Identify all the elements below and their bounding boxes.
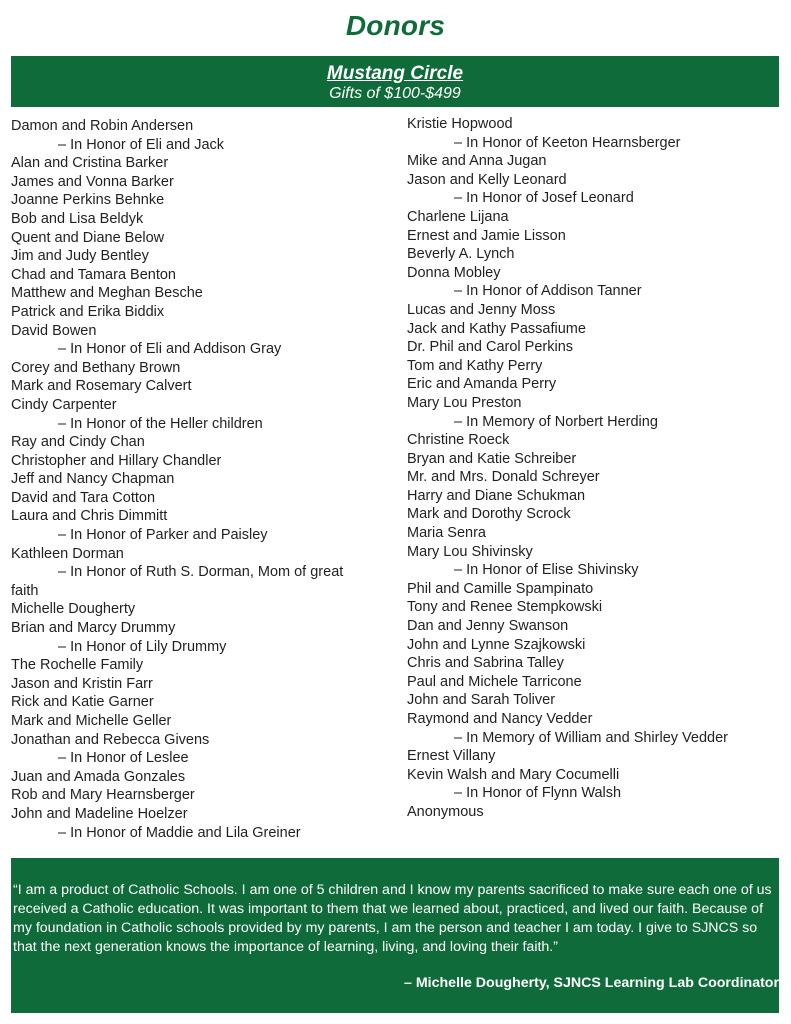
testimonial-box <box>11 858 779 1013</box>
donor-name: Brian and Marcy Drummy <box>11 620 176 637</box>
donor-name: Mr. and Mrs. Donald Schreyer <box>407 469 600 486</box>
testimonial-quote: “I am a product of Catholic Schools. I am one of 5 children and I know my parents sacrificed to make sure each one of us received a Catholic education. It was important to them that we learned about, practiced, and lived our faith. Because of my foundation in Catholic schools provided by my parents, I am the person and teacher I am today. I give to SJNCS so that the next generation knows the importance of learning, living, and loving their faith.” <box>13 882 772 955</box>
donor-name: Ernest and Jamie Lisson <box>407 227 566 244</box>
donor-name: Beverly A. Lynch <box>407 246 515 263</box>
donor-name: Rick and Katie Garner <box>11 694 154 711</box>
donor-dedication: – In Honor of Josef Leonard <box>454 190 634 207</box>
donor-name: Tony and Renee Stempkowski <box>407 599 603 616</box>
donor-name: Eric and Amanda Perry <box>407 376 557 393</box>
donor-name: Jason and Kristin Farr <box>11 675 153 692</box>
donor-name: John and Sarah Toliver <box>407 692 556 709</box>
donor-name: Cindy Carpenter <box>11 396 117 413</box>
donor-dedication: – In Honor of Ruth S. Dorman, Mom of great <box>58 564 344 581</box>
donor-dedication: – In Honor of Keeton Hearnsberger <box>454 134 681 151</box>
donor-name: Mark and Rosemary Calvert <box>11 378 192 395</box>
donor-name: Laura and Chris Dimmitt <box>11 508 168 525</box>
donor-dedication: – In Honor of Eli and Addison Gray <box>58 341 282 358</box>
donor-name: John and Madeline Hoelzer <box>11 805 188 822</box>
donor-name: Juan and Amada Gonzales <box>11 768 186 785</box>
donor-name: Mark and Dorothy Scrock <box>407 506 571 523</box>
donor-name: Paul and Michele Tarricone <box>407 673 582 690</box>
donor-name: Maria Senra <box>407 525 486 542</box>
donor-name: Kathleen Dorman <box>11 545 124 562</box>
donor-name: Jeff and Nancy Chapman <box>11 471 175 488</box>
donor-name: Mike and Anna Jugan <box>407 153 547 170</box>
donor-name: Donna Mobley <box>407 264 501 281</box>
donor-dedication: – In Memory of Norbert Herding <box>454 413 658 430</box>
donor-name: Alan and Cristina Barker <box>11 155 169 172</box>
donor-dedication: – In Honor of Lily Drummy <box>58 638 227 655</box>
donor-dedication-continued: faith <box>11 582 39 599</box>
donor-name: Damon and Robin Andersen <box>11 118 194 134</box>
donor-name: Mary Lou Shivinsky <box>407 543 533 560</box>
donor-name: Chris and Sabrina Talley <box>407 655 564 672</box>
donor-name: Joanne Perkins Behnke <box>11 192 165 209</box>
donor-name: Christopher and Hillary Chandler <box>11 452 222 469</box>
donor-name: Charlene Lijana <box>407 208 509 225</box>
donor-name: Bryan and Katie Schreiber <box>407 450 577 467</box>
donor-name: Quent and Diane Below <box>11 229 165 246</box>
donor-name: James and Vonna Barker <box>11 173 174 190</box>
page-title: Donors <box>345 10 446 41</box>
donor-name: Mark and Michelle Geller <box>11 713 172 729</box>
donor-name: Phil and Camille Spampinato <box>407 580 594 597</box>
donor-name: Kristie Hopwood <box>407 116 513 132</box>
donor-name: Kevin Walsh and Mary Cocumelli <box>407 766 620 783</box>
donor-name: David and Tara Cotton <box>11 489 156 506</box>
donor-name: Mary Lou Preston <box>407 394 522 411</box>
donor-name: Ray and Cindy Chan <box>11 434 145 451</box>
donor-name: Corey and Bethany Brown <box>11 359 181 376</box>
donor-dedication: – In Honor of Elise Shivinsky <box>454 562 639 579</box>
donor-name: Jim and Judy Bentley <box>11 248 149 265</box>
donor-name: Dr. Phil and Carol Perkins <box>407 339 574 356</box>
donor-name: Michelle Dougherty <box>11 601 136 618</box>
donor-name: John and Lynne Szajkowski <box>407 636 586 653</box>
mustang-circle-banner <box>11 56 779 107</box>
donor-name: Christine Roeck <box>407 432 510 449</box>
donor-name: Anonymous <box>407 803 484 820</box>
donor-name: Raymond and Nancy Vedder <box>407 711 593 727</box>
donor-dedication: – In Honor of the Heller children <box>58 415 263 432</box>
banner-subtitle: Gifts of $100-$499 <box>329 85 461 102</box>
donor-dedication: – In Honor of Eli and Jack <box>58 136 225 153</box>
donor-name: Rob and Mary Hearnsberger <box>11 787 195 804</box>
donor-name: Bob and Lisa Beldyk <box>11 210 144 227</box>
donor-name: Dan and Jenny Swanson <box>407 618 569 635</box>
donor-name: Tom and Kathy Perry <box>407 357 543 374</box>
donor-name: Jason and Kelly Leonard <box>407 171 567 188</box>
donor-name: Harry and Diane Schukman <box>407 487 586 504</box>
donor-name: Patrick and Erika Biddix <box>11 303 165 320</box>
donor-dedication: – In Honor of Leslee <box>58 750 189 767</box>
donor-dedication: – In Memory of William and Shirley Vedder <box>454 729 728 746</box>
donor-name: David Bowen <box>11 322 97 339</box>
donor-name: Jack and Kathy Passafiume <box>407 320 586 337</box>
testimonial-attribution: – Michelle Dougherty, SJNCS Learning Lab Coordinator <box>404 975 779 991</box>
donor-name: Lucas and Jenny Moss <box>407 301 556 318</box>
donor-name: Matthew and Meghan Besche <box>11 285 203 302</box>
donor-list-left-column <box>11 117 381 842</box>
donor-name: Jonathan and Rebecca Givens <box>11 731 210 748</box>
donor-dedication: – In Honor of Maddie and Lila Greiner <box>58 824 301 841</box>
donor-name: Ernest Villany <box>407 748 496 765</box>
donor-name: Chad and Tamara Benton <box>11 266 176 283</box>
donor-dedication: – In Honor of Parker and Paisley <box>58 527 268 544</box>
donor-dedication: – In Honor of Addison Tanner <box>454 283 642 300</box>
donor-list-right-column <box>407 115 777 822</box>
donor-name: The Rochelle Family <box>11 657 144 674</box>
donor-dedication: – In Honor of Flynn Walsh <box>454 785 622 802</box>
banner-title: Mustang Circle <box>326 63 464 84</box>
